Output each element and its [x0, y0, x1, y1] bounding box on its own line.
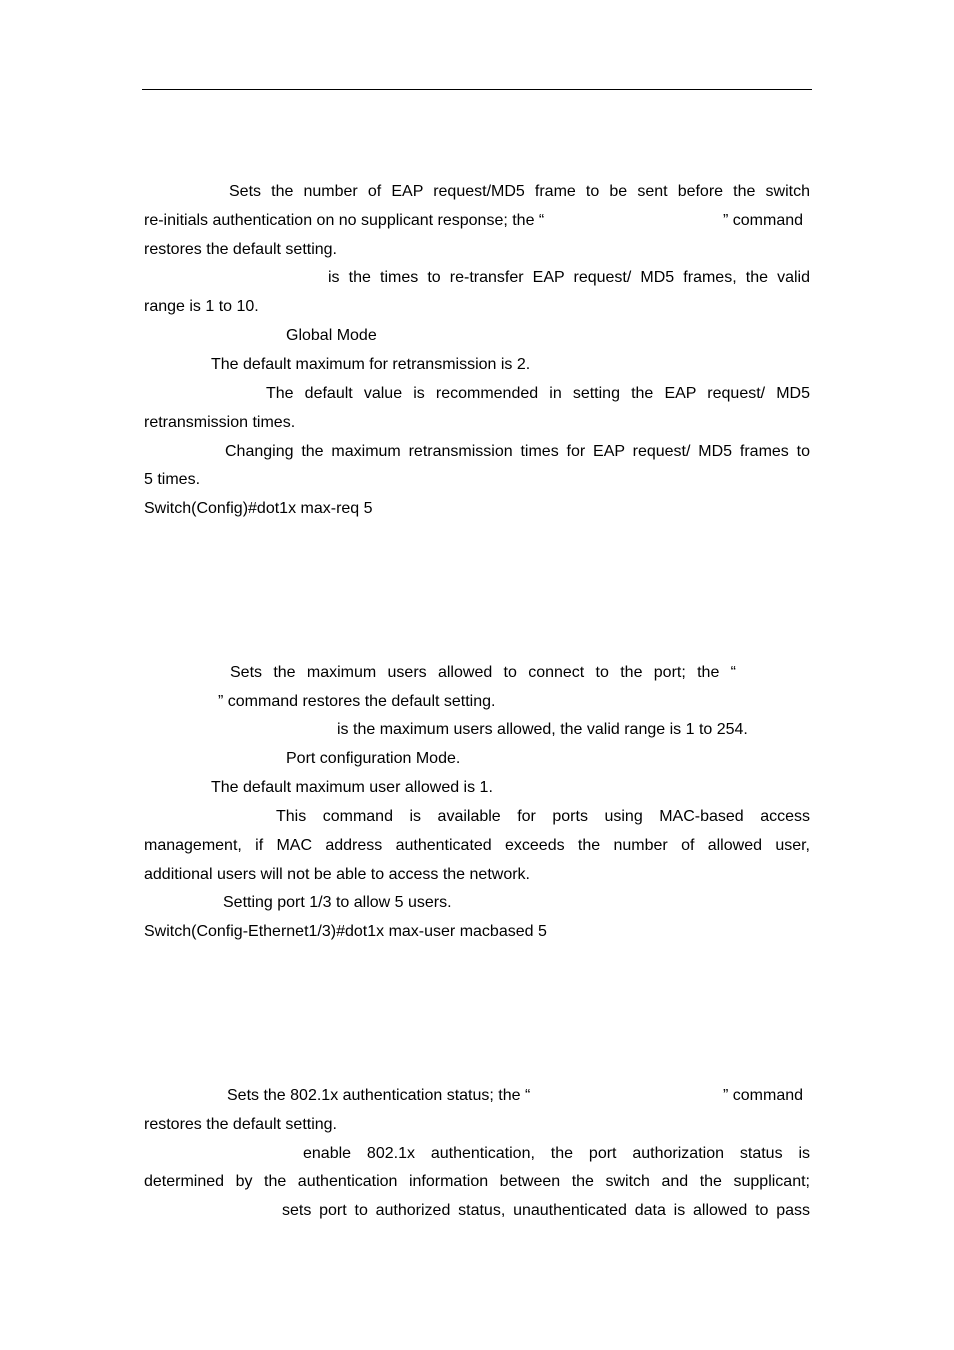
example-line-2: 5 times.: [144, 471, 201, 488]
description-line-3: restores the default setting.: [144, 241, 337, 258]
parameter-line-2: determined by the authentication information between the switch and the supplicant;: [144, 1173, 810, 1190]
default-value: The default maximum user allowed is 1.: [211, 779, 493, 796]
example-command: Switch(Config-Ethernet1/3)#dot1x max-user macbased 5: [144, 923, 547, 940]
header-rule: [142, 89, 812, 90]
usage-line-3: additional users will not be able to access the network.: [144, 866, 530, 883]
example-line-1: Setting port 1/3 to allow 5 users.: [223, 894, 452, 911]
parameter-line-2: range is 1 to 10.: [144, 298, 259, 315]
description-line-2b: ” command: [723, 212, 804, 229]
parameter-line-3: sets port to authorized status, unauthenticated data is allowed to pass: [282, 1202, 810, 1219]
description-line-2a: re-initials authentication on no supplicant response; the “: [144, 212, 545, 229]
description-line-1a: Sets the 802.1x authentication status; the “: [227, 1087, 531, 1104]
parameter-line-1: enable 802.1x authentication, the port authorization status is: [303, 1145, 810, 1162]
parameter-line-1: is the times to re-transfer EAP request/ MD5 frames, the valid: [328, 269, 810, 286]
usage-line-2: retransmission times.: [144, 414, 296, 431]
usage-line-1: This command is available for ports using MAC-based access: [276, 808, 810, 825]
parameter-line: is the maximum users allowed, the valid range is 1 to 254.: [337, 721, 748, 738]
description-line-1: Sets the maximum users allowed to connect to the port; the “: [230, 664, 736, 681]
description-line-2: ” command restores the default setting.: [218, 693, 496, 710]
usage-line-1: The default value is recommended in setting the EAP request/ MD5: [266, 385, 810, 402]
command-mode: Port configuration Mode.: [286, 750, 461, 767]
description-line-2: restores the default setting.: [144, 1116, 337, 1133]
command-mode: Global Mode: [286, 327, 377, 344]
usage-line-2: management, if MAC address authenticated exceeds the number of allowed user,: [144, 837, 810, 854]
example-line-1: Changing the maximum retransmission times for EAP request/ MD5 frames to: [225, 443, 810, 460]
default-value: The default maximum for retransmission is 2.: [211, 356, 531, 373]
description-line-1: Sets the number of EAP request/MD5 frame to be sent before the switch: [229, 183, 810, 200]
example-command: Switch(Config)#dot1x max-req 5: [144, 500, 373, 517]
description-line-1b: ” command: [723, 1087, 804, 1104]
